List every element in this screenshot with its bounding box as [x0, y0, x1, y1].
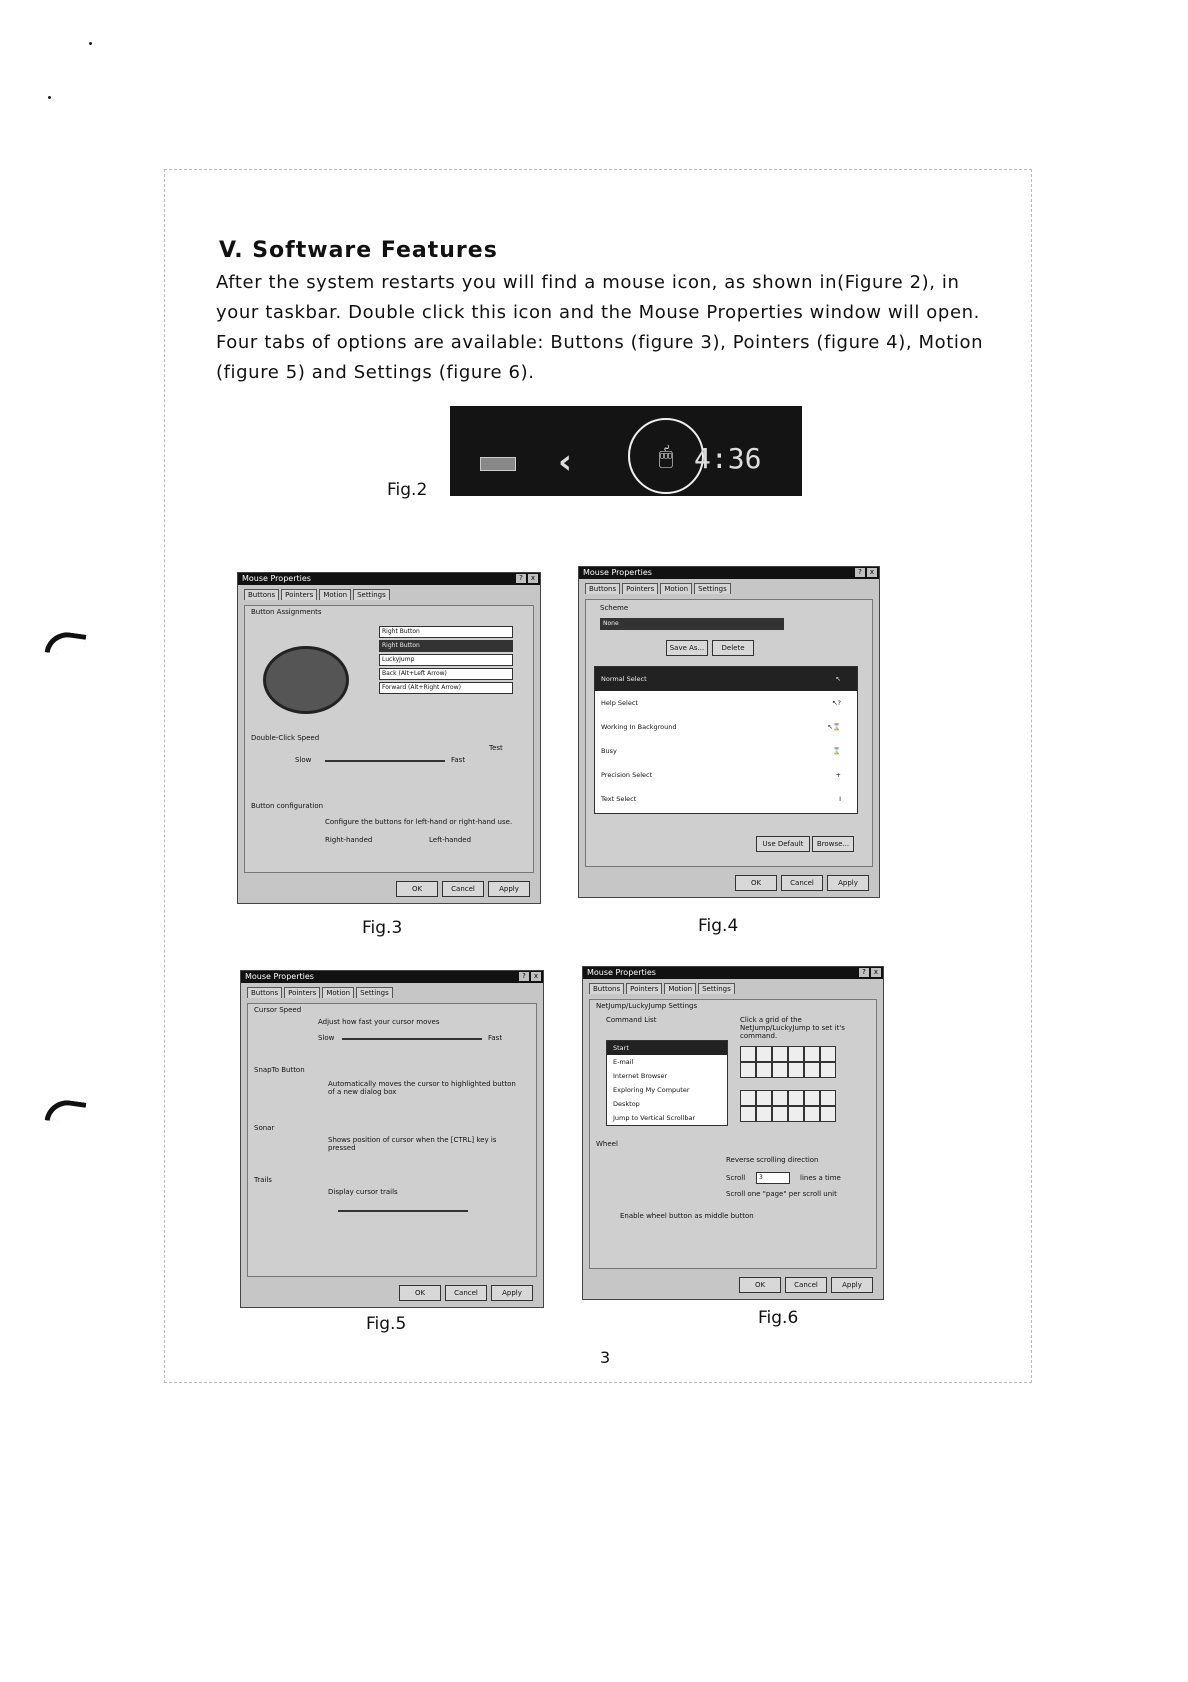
scheme-label: Scheme — [600, 604, 629, 612]
ok-button[interactable]: OK — [735, 875, 777, 891]
grid-cell[interactable] — [740, 1090, 756, 1106]
group-label: Sonar — [254, 1124, 275, 1132]
sonar-text[interactable]: Shows position of cursor when the [CTRL] key is pressed — [328, 1136, 497, 1152]
group-label: Wheel — [596, 1140, 618, 1148]
group-label: Button Assignments — [251, 608, 322, 616]
mouse-properties-dialog-settings — [582, 966, 884, 1300]
list-item[interactable] — [607, 1111, 727, 1125]
scheme-select[interactable]: None — [600, 618, 784, 630]
right-handed-radio[interactable]: Right-handed — [325, 836, 373, 844]
intro-paragraph: After the system restarts you will find a mouse icon, as shown in(Figure 2), in your taskbar. Double click this icon and the Mouse Properties window will open. Four tabs of options are available: Buttons (figure 3), Pointers (figure 4), Motion (figure 5) and Settings (figure 6). — [216, 272, 984, 383]
cancel-button[interactable]: Cancel — [445, 1285, 487, 1301]
speed-text: Adjust how fast your cursor moves — [318, 1018, 440, 1026]
help-button[interactable]: ? — [519, 972, 529, 981]
pointer-icon: ↖? — [832, 699, 841, 707]
ok-button[interactable]: OK — [396, 881, 438, 897]
grid-cell[interactable] — [772, 1062, 788, 1078]
close-button[interactable]: x — [528, 574, 538, 583]
chevron-left-icon: ‹ — [558, 442, 573, 482]
cancel-button[interactable]: Cancel — [785, 1277, 827, 1293]
grid-cell[interactable] — [788, 1062, 804, 1078]
apply-button[interactable]: Apply — [491, 1285, 533, 1301]
pointer-name: Working In Background — [601, 723, 677, 731]
binder-hole-mark — [45, 629, 87, 657]
dialog-title: Mouse Properties — [245, 972, 314, 981]
grid-cell[interactable] — [820, 1062, 836, 1078]
mouse-properties-dialog-pointers — [578, 566, 880, 898]
tab-pointers[interactable]: Pointers — [626, 983, 662, 994]
list-item[interactable] — [607, 1041, 727, 1055]
tab-buttons[interactable]: Buttons — [247, 987, 282, 998]
tab-panel — [585, 599, 873, 867]
list-item[interactable] — [595, 763, 857, 787]
pointer-name: Busy — [601, 747, 617, 755]
tab-settings[interactable]: Settings — [353, 589, 390, 600]
group-label: SnapTo Button — [254, 1066, 305, 1074]
left-handed-radio[interactable]: Left-handed — [429, 836, 472, 844]
tab-motion[interactable]: Motion — [319, 589, 351, 600]
tab-pointers[interactable]: Pointers — [284, 987, 320, 998]
grid-cell[interactable] — [788, 1090, 804, 1106]
group-label: Trails — [254, 1176, 272, 1184]
command-name: Desktop — [613, 1100, 640, 1108]
save-as-button[interactable]: Save As... — [666, 640, 708, 656]
command-name: Jump to Vertical Scrollbar — [613, 1114, 696, 1122]
snap-text[interactable]: Automatically moves the cursor to highlighted button of a new dialog box — [328, 1080, 516, 1096]
list-item[interactable] — [595, 691, 857, 715]
group-label: Double-Click Speed — [251, 734, 320, 742]
dialog-buttons — [739, 1277, 873, 1293]
double-click-speed-slider[interactable] — [325, 760, 445, 762]
grid-cell[interactable] — [740, 1046, 756, 1062]
tab-motion[interactable]: Motion — [322, 987, 354, 998]
test-label: Test — [489, 744, 503, 752]
grid-cell[interactable] — [772, 1046, 788, 1062]
section-heading: V. Software Features — [219, 238, 498, 263]
group-label: Cursor Speed — [254, 1006, 302, 1014]
mouse-image — [263, 646, 349, 714]
dialog-buttons — [396, 881, 530, 897]
tab-buttons[interactable]: Buttons — [585, 583, 620, 594]
slow-label: Slow — [295, 756, 312, 764]
pointer-icon: + — [835, 771, 841, 779]
figure-label: Fig.3 — [362, 918, 403, 938]
scroll-label: Scroll — [726, 1174, 746, 1182]
dialog-buttons — [735, 875, 869, 891]
config-text: Configure the buttons for left-hand or right-hand use. — [325, 818, 513, 826]
close-button[interactable]: x — [871, 968, 881, 977]
list-item[interactable] — [595, 739, 857, 763]
grid-cell[interactable] — [772, 1106, 788, 1122]
tab-motion[interactable]: Motion — [664, 983, 696, 994]
tab-motion[interactable]: Motion — [660, 583, 692, 594]
command-list-label: Command List — [606, 1016, 657, 1024]
grid-cell[interactable] — [772, 1090, 788, 1106]
button-assignment-select[interactable]: Right Button — [379, 640, 513, 652]
lines-label: lines a time — [800, 1174, 841, 1182]
delete-button[interactable]: Delete — [712, 640, 754, 656]
figure-label: Fig.5 — [366, 1314, 407, 1334]
list-item[interactable] — [607, 1097, 727, 1111]
taskbar-screenshot — [450, 406, 802, 496]
figure-label: Fig.2 — [387, 480, 428, 500]
figure-label: Fig.6 — [758, 1308, 799, 1328]
pointer-icon: ↖ — [835, 675, 841, 683]
cursor-speed-slider[interactable] — [342, 1038, 482, 1040]
scroll-lines-input[interactable]: 3 — [756, 1172, 790, 1184]
pointer-name: Text Select — [601, 795, 637, 803]
slow-label: Slow — [318, 1034, 335, 1042]
pointer-icon: ↖⌛ — [827, 723, 841, 731]
tab-strip — [241, 983, 543, 998]
button-assignment-select[interactable]: Forward (Alt+Right Arrow) — [379, 682, 513, 694]
grid-cell[interactable] — [820, 1106, 836, 1122]
use-default-button[interactable]: Use Default — [756, 836, 810, 852]
button-assignment-select[interactable]: Right Button — [379, 626, 513, 638]
dialog-title: Mouse Properties — [587, 968, 656, 977]
grid-cell[interactable] — [756, 1090, 772, 1106]
tab-pointers[interactable]: Pointers — [281, 589, 317, 600]
command-list[interactable] — [606, 1040, 728, 1126]
grid-cell[interactable] — [788, 1046, 804, 1062]
pointer-icon: I — [839, 795, 841, 803]
command-name: Start — [613, 1044, 629, 1052]
grid-text: Click a grid of the NetJump/LuckyJump to set it's command. — [740, 1016, 845, 1040]
tab-panel — [244, 605, 534, 873]
ok-button[interactable]: OK — [739, 1277, 781, 1293]
cancel-button[interactable]: Cancel — [781, 875, 823, 891]
tab-panel — [589, 999, 877, 1269]
tab-strip — [579, 579, 879, 594]
tab-buttons[interactable]: Buttons — [589, 983, 624, 994]
close-button[interactable]: x — [867, 568, 877, 577]
keyboard-icon — [480, 457, 516, 471]
help-button[interactable]: ? — [859, 968, 869, 977]
grid-cell[interactable] — [788, 1106, 804, 1122]
trails-text[interactable]: Display cursor trails — [328, 1188, 398, 1196]
mouse-properties-dialog-motion — [240, 970, 544, 1308]
list-item[interactable] — [607, 1083, 727, 1097]
taskbar-clock: 4:36 — [694, 442, 762, 475]
browse-button[interactable]: Browse... — [812, 836, 854, 852]
figure-label: Fig.4 — [698, 916, 739, 936]
apply-button[interactable]: Apply — [831, 1277, 873, 1293]
pointer-name: Precision Select — [601, 771, 653, 779]
reverse-checkbox[interactable]: Reverse scrolling direction — [726, 1156, 819, 1164]
ok-button[interactable]: OK — [399, 1285, 441, 1301]
command-name: Internet Browser — [613, 1072, 668, 1080]
tab-strip — [583, 979, 883, 994]
grid-cell[interactable] — [804, 1046, 820, 1062]
command-name: Exploring My Computer — [613, 1086, 690, 1094]
dialog-title: Mouse Properties — [242, 574, 311, 583]
close-button[interactable]: x — [531, 972, 541, 981]
list-item[interactable] — [607, 1055, 727, 1069]
fast-label: Fast — [488, 1034, 503, 1042]
scan-speck — [89, 42, 92, 45]
enable-wheel-checkbox[interactable]: Enable wheel button as middle button — [620, 1212, 754, 1220]
page-scroll-radio[interactable]: Scroll one "page" per scroll unit — [726, 1190, 837, 1198]
binder-hole-mark — [45, 1097, 87, 1125]
list-item[interactable] — [607, 1069, 727, 1083]
help-button[interactable]: ? — [516, 574, 526, 583]
dialog-titlebar — [579, 567, 879, 579]
dialog-titlebar — [238, 573, 540, 585]
tab-settings[interactable]: Settings — [356, 987, 393, 998]
dialog-titlebar — [583, 967, 883, 979]
mouse-properties-dialog-buttons — [237, 572, 541, 904]
trails-slider[interactable] — [338, 1210, 468, 1212]
help-button[interactable]: ? — [855, 568, 865, 577]
tab-pointers[interactable]: Pointers — [622, 583, 658, 594]
button-assignment-select[interactable]: LuckyJump — [379, 654, 513, 666]
scan-speck — [48, 96, 51, 99]
cancel-button[interactable]: Cancel — [442, 881, 484, 897]
button-assignment-select[interactable]: Back (Alt+Left Arrow) — [379, 668, 513, 680]
apply-button[interactable]: Apply — [827, 875, 869, 891]
grid-cell[interactable] — [740, 1106, 756, 1122]
pointer-list[interactable] — [594, 666, 858, 814]
page-number: 3 — [600, 1348, 611, 1367]
dialog-titlebar — [241, 971, 543, 983]
tab-buttons[interactable]: Buttons — [244, 589, 279, 600]
dialog-buttons — [399, 1285, 533, 1301]
grid-cell[interactable] — [804, 1090, 820, 1106]
apply-button[interactable]: Apply — [488, 881, 530, 897]
grid-cell[interactable] — [756, 1106, 772, 1122]
tab-settings[interactable]: Settings — [698, 983, 735, 994]
tab-panel — [247, 1003, 537, 1277]
grid-cell[interactable] — [804, 1106, 820, 1122]
pointer-name: Normal Select — [601, 675, 647, 683]
group-label: Button configuration — [251, 802, 324, 810]
grid-cell[interactable] — [804, 1062, 820, 1078]
list-item[interactable] — [595, 715, 857, 739]
group-label: NetJump/LuckyJump Settings — [596, 1002, 698, 1010]
fast-label: Fast — [451, 756, 466, 764]
command-name: E-mail — [613, 1058, 634, 1066]
list-item[interactable] — [595, 667, 857, 691]
list-item[interactable] — [595, 787, 857, 811]
grid-cell[interactable] — [820, 1090, 836, 1106]
grid-cell[interactable] — [756, 1046, 772, 1062]
tab-strip — [238, 585, 540, 600]
grid-cell[interactable] — [820, 1046, 836, 1062]
mouse-icon[interactable]: 🖱 — [628, 418, 704, 494]
pointer-name: Help Select — [601, 699, 638, 707]
grid-cell[interactable] — [756, 1062, 772, 1078]
grid-cell[interactable] — [740, 1062, 756, 1078]
pointer-icon: ⌛ — [832, 747, 841, 755]
dialog-title: Mouse Properties — [583, 568, 652, 577]
tab-settings[interactable]: Settings — [694, 583, 731, 594]
